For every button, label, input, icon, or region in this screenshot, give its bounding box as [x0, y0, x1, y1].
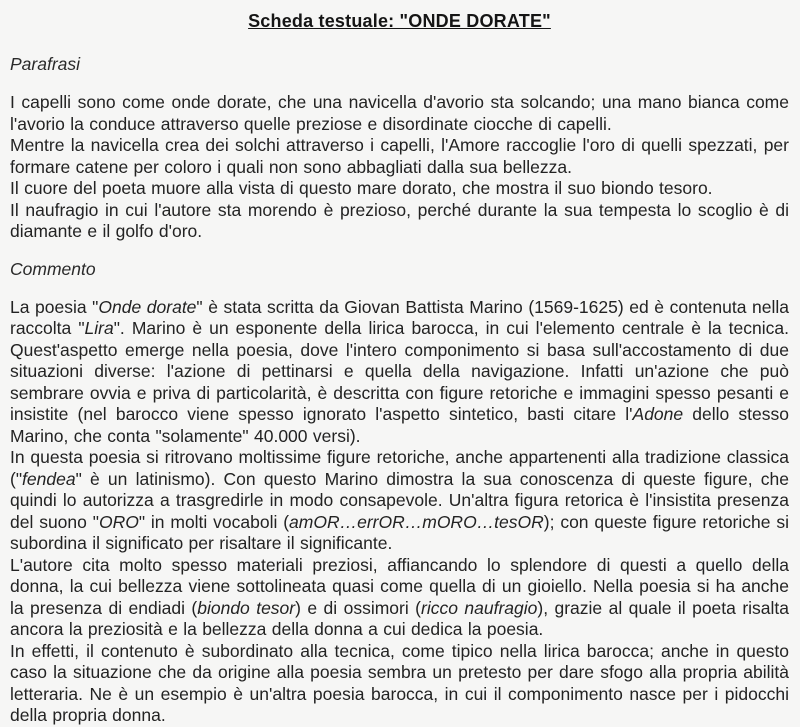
- text-run: In effetti, il contenuto è subordinato alla tecnica, come tipico nella lirica barocca; anche in questo caso la situazione che da origine alla poesia sembra un pretesto per dare sfogo alla propria abilità letteraria. Ne è un esempio è un'altra poesia barocca, in cui il componimento nasce per i pidocchi della propria donna.: [10, 640, 789, 725]
- page-title: Scheda testuale: "ONDE DORATE": [248, 11, 551, 31]
- text-run: ), grazie al quale il poeta risalta ancora la preziosità e la bellezza della donna a cui dedica la poesia.: [10, 597, 789, 639]
- commento-text: [10, 297, 789, 727]
- section-heading-parafrasi: Parafrasi: [10, 54, 81, 74]
- text-run: " in molti vocaboli (: [138, 511, 290, 532]
- text-run: I capelli sono come onde dorate, che una navicella d'avorio sta solcando; una mano bianca come l'avorio la conduce attraverso quelle preziose e disordinate ciocche di capelli.: [10, 92, 789, 134]
- italic-text-run: fendea: [22, 468, 76, 489]
- text-run: ". Marino è un esponente della lirica barocca, in cui l'elemento centrale è la tecnica. Quest'aspetto emerge nella poesia, dove l'intero componimento si basa sull'accostamento di due situazioni diverse: l'azione di pettinarsi e quella della navigazione. Infatti un'azione che può sembrare ovvia e priva di particolarità, è descritta con figure retoriche e immagini spesso pesanti e insistite (nel barocco viene spesso ignorato l'aspetto sintetico, basti citare l': [10, 318, 789, 424]
- paragraph: [10, 555, 789, 641]
- text-run: L'autore cita molto spesso materiali preziosi, affiancando lo splendore di questi a quello della donna, la cui bellezza viene sottolineata quasi come quella di un gioiello. Nella poesia si ha anche la presenza di endiadi (: [10, 554, 789, 618]
- text-run: dello stesso Marino, che conta "solamente" 40.000 versi).: [10, 404, 789, 446]
- text-run: In questa poesia si ritrovano moltissime figure retoriche, anche appartenenti alla tradizione classica (": [10, 447, 789, 489]
- text-run: " è un latinismo). Con questo Marino dimostra la sua conoscenza di queste figure, che quindi lo autorizza a trasgredirle in modo consapevole. Un'altra figura retorica è l'insistita presenza del suono ": [10, 468, 789, 532]
- text-run: Mentre la navicella crea dei solchi attraverso i capelli, l'Amore raccoglie l'oro di quelli spezzati, per formare catene per coloro i quali non sono abbagliati dalla sua bellezza.: [10, 135, 789, 177]
- paragraph: [10, 200, 789, 243]
- text-run: ); con queste figure retoriche si subordina il significato per risaltare il significante.: [10, 511, 789, 553]
- paragraph: [10, 641, 789, 727]
- italic-text-run: amOR…errOR…mORO…tesOR: [289, 511, 544, 532]
- paragraph: [10, 178, 789, 200]
- italic-text-run: Onde dorate: [98, 296, 197, 317]
- text-run: " è stata scritta da Giovan Battista Marino (1569-1625) ed è contenuta nella raccolta ": [10, 296, 790, 338]
- text-run: La poesia ": [10, 296, 99, 317]
- text-run: Il naufragio in cui l'autore sta morendo è prezioso, perché durante la sua tempesta lo scoglio è di diamante e il golfo d'oro.: [10, 199, 789, 241]
- italic-text-run: Adone: [632, 404, 684, 424]
- paragraph: [10, 135, 789, 178]
- parafrasi-text: [10, 92, 789, 243]
- paragraph: [10, 297, 789, 448]
- italic-text-run: Lira: [84, 318, 114, 338]
- italic-text-run: ricco naufragio: [421, 597, 538, 618]
- section-heading-commento: Commento: [10, 258, 96, 279]
- section-commento: [10, 259, 789, 727]
- paragraph: [10, 92, 789, 135]
- section-parafrasi: [10, 54, 789, 243]
- text-run: ) e di ossimori (: [295, 597, 422, 618]
- italic-text-run: ORO: [98, 511, 139, 532]
- paragraph: [10, 447, 789, 555]
- text-run: Il cuore del poeta muore alla vista di questo mare dorato, che mostra il suo biondo tesoro.: [10, 178, 713, 198]
- italic-text-run: biondo tesor: [197, 597, 296, 618]
